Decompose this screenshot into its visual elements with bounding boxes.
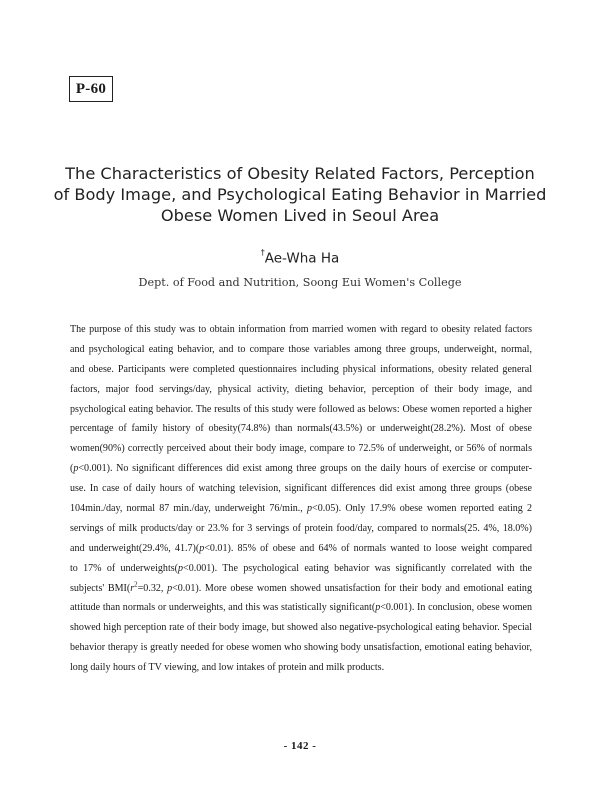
abstract-line: psychological eating behavior. The results of this study were followed as belows: Obese women reported a higher [70,403,532,415]
abstract-line: and underweight(29.4%, 41.7)(p<0.01). 85% of obese and 64% of normals wanted to loose weight compared [70,542,532,554]
title-line: of Body Image, and Psychological Eating Behavior in Married [53,185,547,204]
abstract-line: and obese. Participants were completed questionnaires including physical informations, obesity related general [70,363,532,375]
abstract-line: showed high perception rate of their body image, but showed also negative-psychological eating behavior. Special [70,622,532,634]
abstract-line: servings of milk products/day or 23.% for 3 servings of protein food/day, compared to normals(25. 4%, 18.0%) [70,522,532,534]
paper-title [40,163,560,226]
corresponding-author-mark: † [260,248,265,257]
abstract-line: behavior therapy is greatly needed for obese women who showing body unsatisfaction, emotional eating behavior, [70,642,532,654]
abstract-line: attitude than normals or underweights, and this was statistically significant(p<0.001). In conclusion, obese women [70,602,532,614]
author-name: Ae-Wha Ha [264,250,340,267]
abstract-line: The purpose of this study was to obtain information from married women with regard to obesity related factors [70,324,532,335]
abstract-line: to 17% of underweights(p<0.001). The psychological eating behavior was significantly correlated with the [70,562,532,574]
affiliation: Dept. of Food and Nutrition, Soong Eui Women's College [138,276,462,289]
abstract-line: use. In case of daily hours of watching television, significant differences did exist among three groups (obese [70,483,532,495]
page-number: - 142 - [283,740,317,752]
poster-id-box: P-60 [69,76,113,102]
abstract-line: percentage of family history of obesity(74.8%) than normals(43.5%) or underweight(28.2%). Most of obese [70,423,532,435]
abstract-line: women(90%) correctly perceived about their body image, compare to 72.5% of underweight, or 56% of normals [70,443,532,455]
author-line [0,250,600,267]
abstract-line: long daily hours of TV viewing, and low intakes of protein and milk products. [70,662,385,674]
abstract-line: (p<0.001). No significant differences did exist among three groups on the daily hours of exercise or computer- [70,463,532,475]
abstract-body [70,320,532,678]
title-line: The Characteristics of Obesity Related Factors, Perception [65,164,535,183]
abstract-line: factors, major food servings/day, physical activity, dieting behavior, perception of their body image, and [70,383,532,395]
abstract-line: and psychological eating behavior, and to compare those variables among three groups, underweight, normal, [70,343,532,355]
abstract-line: subjects' $BMI(r^2=0.32$, p<0.01). More obese women showed unsatisfaction for their body and emotional eating [70,580,532,594]
abstract-line: 104min./day, normal 87 min./day, underweight 76/min., p<0.05). Only 17.9% obese women reported eating 2 [70,503,533,515]
title-line: Obese Women Lived in Seoul Area [160,206,440,225]
